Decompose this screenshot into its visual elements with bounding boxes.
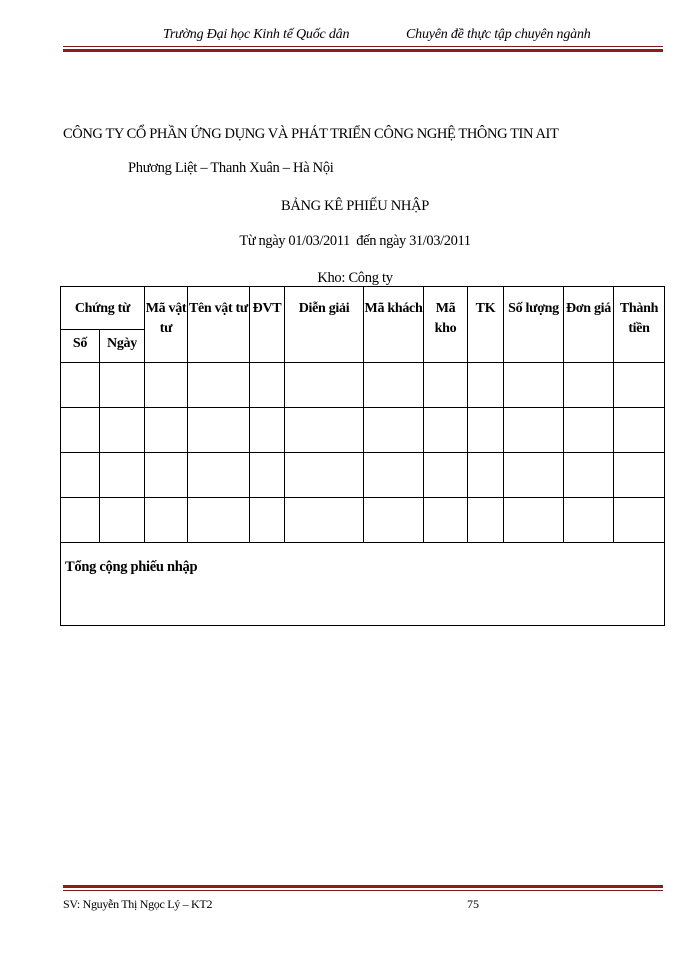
table-row: [61, 363, 665, 408]
col-header-unit: ĐVT: [250, 287, 285, 363]
table-cell: [61, 408, 100, 453]
table-cell: [614, 498, 665, 543]
table-cell: [364, 408, 424, 453]
table-cell: [100, 408, 145, 453]
col-header-quantity: Số lượng: [504, 287, 564, 363]
table-cell: [250, 498, 285, 543]
table-cell: [364, 453, 424, 498]
table-cell: [614, 408, 665, 453]
col-header-material-name: Tên vật tư: [188, 287, 250, 363]
col-header-account: TK: [468, 287, 504, 363]
table-cell: [564, 363, 614, 408]
table-cell: [564, 453, 614, 498]
company-name: CÔNG TY CỔ PHẦN ỨNG DỤNG VÀ PHÁT TRIỂN CÔNG NGHỆ THÔNG TIN AIT: [63, 126, 559, 142]
table-cell: [100, 363, 145, 408]
col-header-amount: Thành tiền: [614, 287, 665, 363]
table-cell: [424, 498, 468, 543]
col-header-material-code: Mã vật tư: [145, 287, 188, 363]
table-row: [61, 498, 665, 543]
table-cell: [468, 363, 504, 408]
table-cell: [504, 453, 564, 498]
footer-rule-thick: [63, 885, 663, 888]
header-rule-thin: [63, 46, 663, 47]
header-school: Trường Đại học Kinh tế Quốc dân: [163, 27, 350, 42]
footer-rule-thin: [63, 890, 663, 891]
table-cell: [285, 453, 364, 498]
table-cell: [250, 453, 285, 498]
col-header-description: Diễn giải: [285, 287, 364, 363]
company-address: Phương Liệt – Thanh Xuân – Hà Nội: [128, 160, 334, 176]
table-cell: [250, 363, 285, 408]
table-cell: [504, 498, 564, 543]
table-cell: [188, 363, 250, 408]
table-cell: [614, 363, 665, 408]
table-cell: [61, 498, 100, 543]
col-header-unit-price: Đơn giá: [564, 287, 614, 363]
table-cell: [504, 408, 564, 453]
table-cell: [424, 408, 468, 453]
table-cell: [61, 363, 100, 408]
table-cell: [285, 363, 364, 408]
header-topic: Chuyên đề thực tập chuyên ngành: [406, 27, 591, 42]
table-cell: [188, 408, 250, 453]
table-cell: [61, 453, 100, 498]
col-header-date: Ngày: [100, 330, 145, 363]
table-cell: [614, 453, 665, 498]
report-warehouse: Kho: Công ty: [317, 270, 393, 286]
table-cell: [145, 453, 188, 498]
report-date-range: Từ ngày 01/03/2011 đến ngày 31/03/2011: [239, 233, 471, 249]
table-row: [61, 453, 665, 498]
table-cell: [145, 363, 188, 408]
table-cell: [424, 453, 468, 498]
table-total-row: [61, 543, 665, 626]
col-header-number: Số: [61, 330, 100, 363]
table-cell: [285, 498, 364, 543]
table-cell: [188, 498, 250, 543]
header-rule-thick: [63, 49, 663, 52]
table-cell: [145, 498, 188, 543]
table-cell: [364, 498, 424, 543]
table-cell: [468, 453, 504, 498]
table-cell: [285, 408, 364, 453]
col-header-warehouse-code: Mã kho: [424, 287, 468, 363]
table-row: [61, 408, 665, 453]
table-cell: [364, 363, 424, 408]
table-cell: [468, 498, 504, 543]
table-cell: [188, 453, 250, 498]
report-title: BẢNG KÊ PHIẾU NHẬP: [280, 198, 430, 214]
table-cell: [424, 363, 468, 408]
total-label: Tổng cộng phiếu nhập: [61, 543, 665, 626]
receipt-ledger-table: [60, 286, 665, 626]
footer-student: SV: Nguyễn Thị Ngọc Lý – KT2: [63, 897, 213, 911]
table-cell: [564, 498, 614, 543]
table-cell: [504, 363, 564, 408]
page-number: 75: [467, 897, 479, 911]
table-cell: [564, 408, 614, 453]
table-cell: [250, 408, 285, 453]
table-cell: [145, 408, 188, 453]
col-header-customer-code: Mã khách: [364, 287, 424, 363]
table-cell: [100, 453, 145, 498]
table-cell: [100, 498, 145, 543]
col-header-voucher: Chứng từ: [61, 287, 145, 330]
table-header-row: [61, 287, 665, 330]
table-cell: [468, 408, 504, 453]
